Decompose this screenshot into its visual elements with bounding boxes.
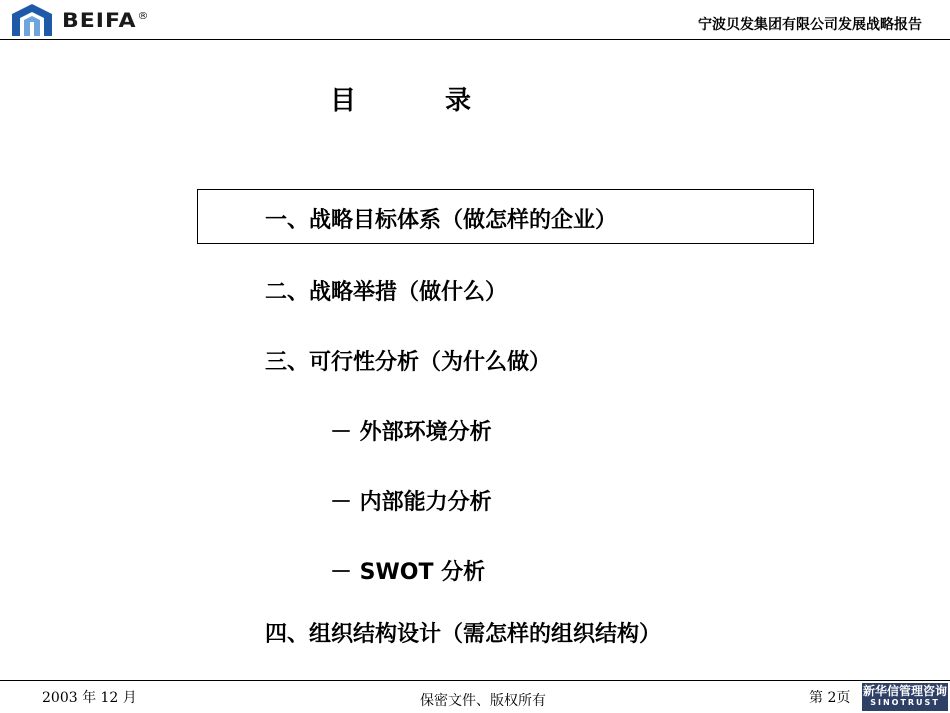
- footer-date: 2003 年 12 月: [42, 690, 137, 706]
- toc-subitem-swot[interactable]: － SWOT 分析: [330, 560, 486, 585]
- page-number: 第 2页: [809, 690, 851, 706]
- toc-item-org-structure[interactable]: 四、组织结构设计（需怎样的组织结构）: [265, 622, 662, 647]
- company-logo-text: BEIFA®: [62, 10, 150, 33]
- toc-item-strategic-goals[interactable]: 一、战略目标体系（做怎样的企业）: [265, 208, 618, 233]
- beifa-logo-icon: [10, 2, 54, 38]
- toc-item-feasibility[interactable]: 三、可行性分析（为什么做）: [265, 350, 552, 375]
- sinotrust-logo-cn: 新华信管理咨询: [862, 684, 947, 698]
- sinotrust-logo-en: SINOTRUST: [870, 698, 940, 707]
- report-title: 宁波贝发集团有限公司发展战略报告: [698, 17, 922, 33]
- toc-heading: 目 录: [330, 86, 512, 116]
- header-divider: [0, 39, 950, 40]
- toc-subitem-external-environment[interactable]: － 外部环境分析: [330, 420, 492, 445]
- toc-subitem-internal-capability[interactable]: － 内部能力分析: [330, 490, 492, 515]
- footer-divider: [0, 680, 950, 681]
- footer-confidential: 保密文件、版权所有: [420, 693, 546, 709]
- sinotrust-logo: [862, 683, 948, 711]
- toc-item-strategic-measures[interactable]: 二、战略举措（做什么）: [265, 280, 508, 305]
